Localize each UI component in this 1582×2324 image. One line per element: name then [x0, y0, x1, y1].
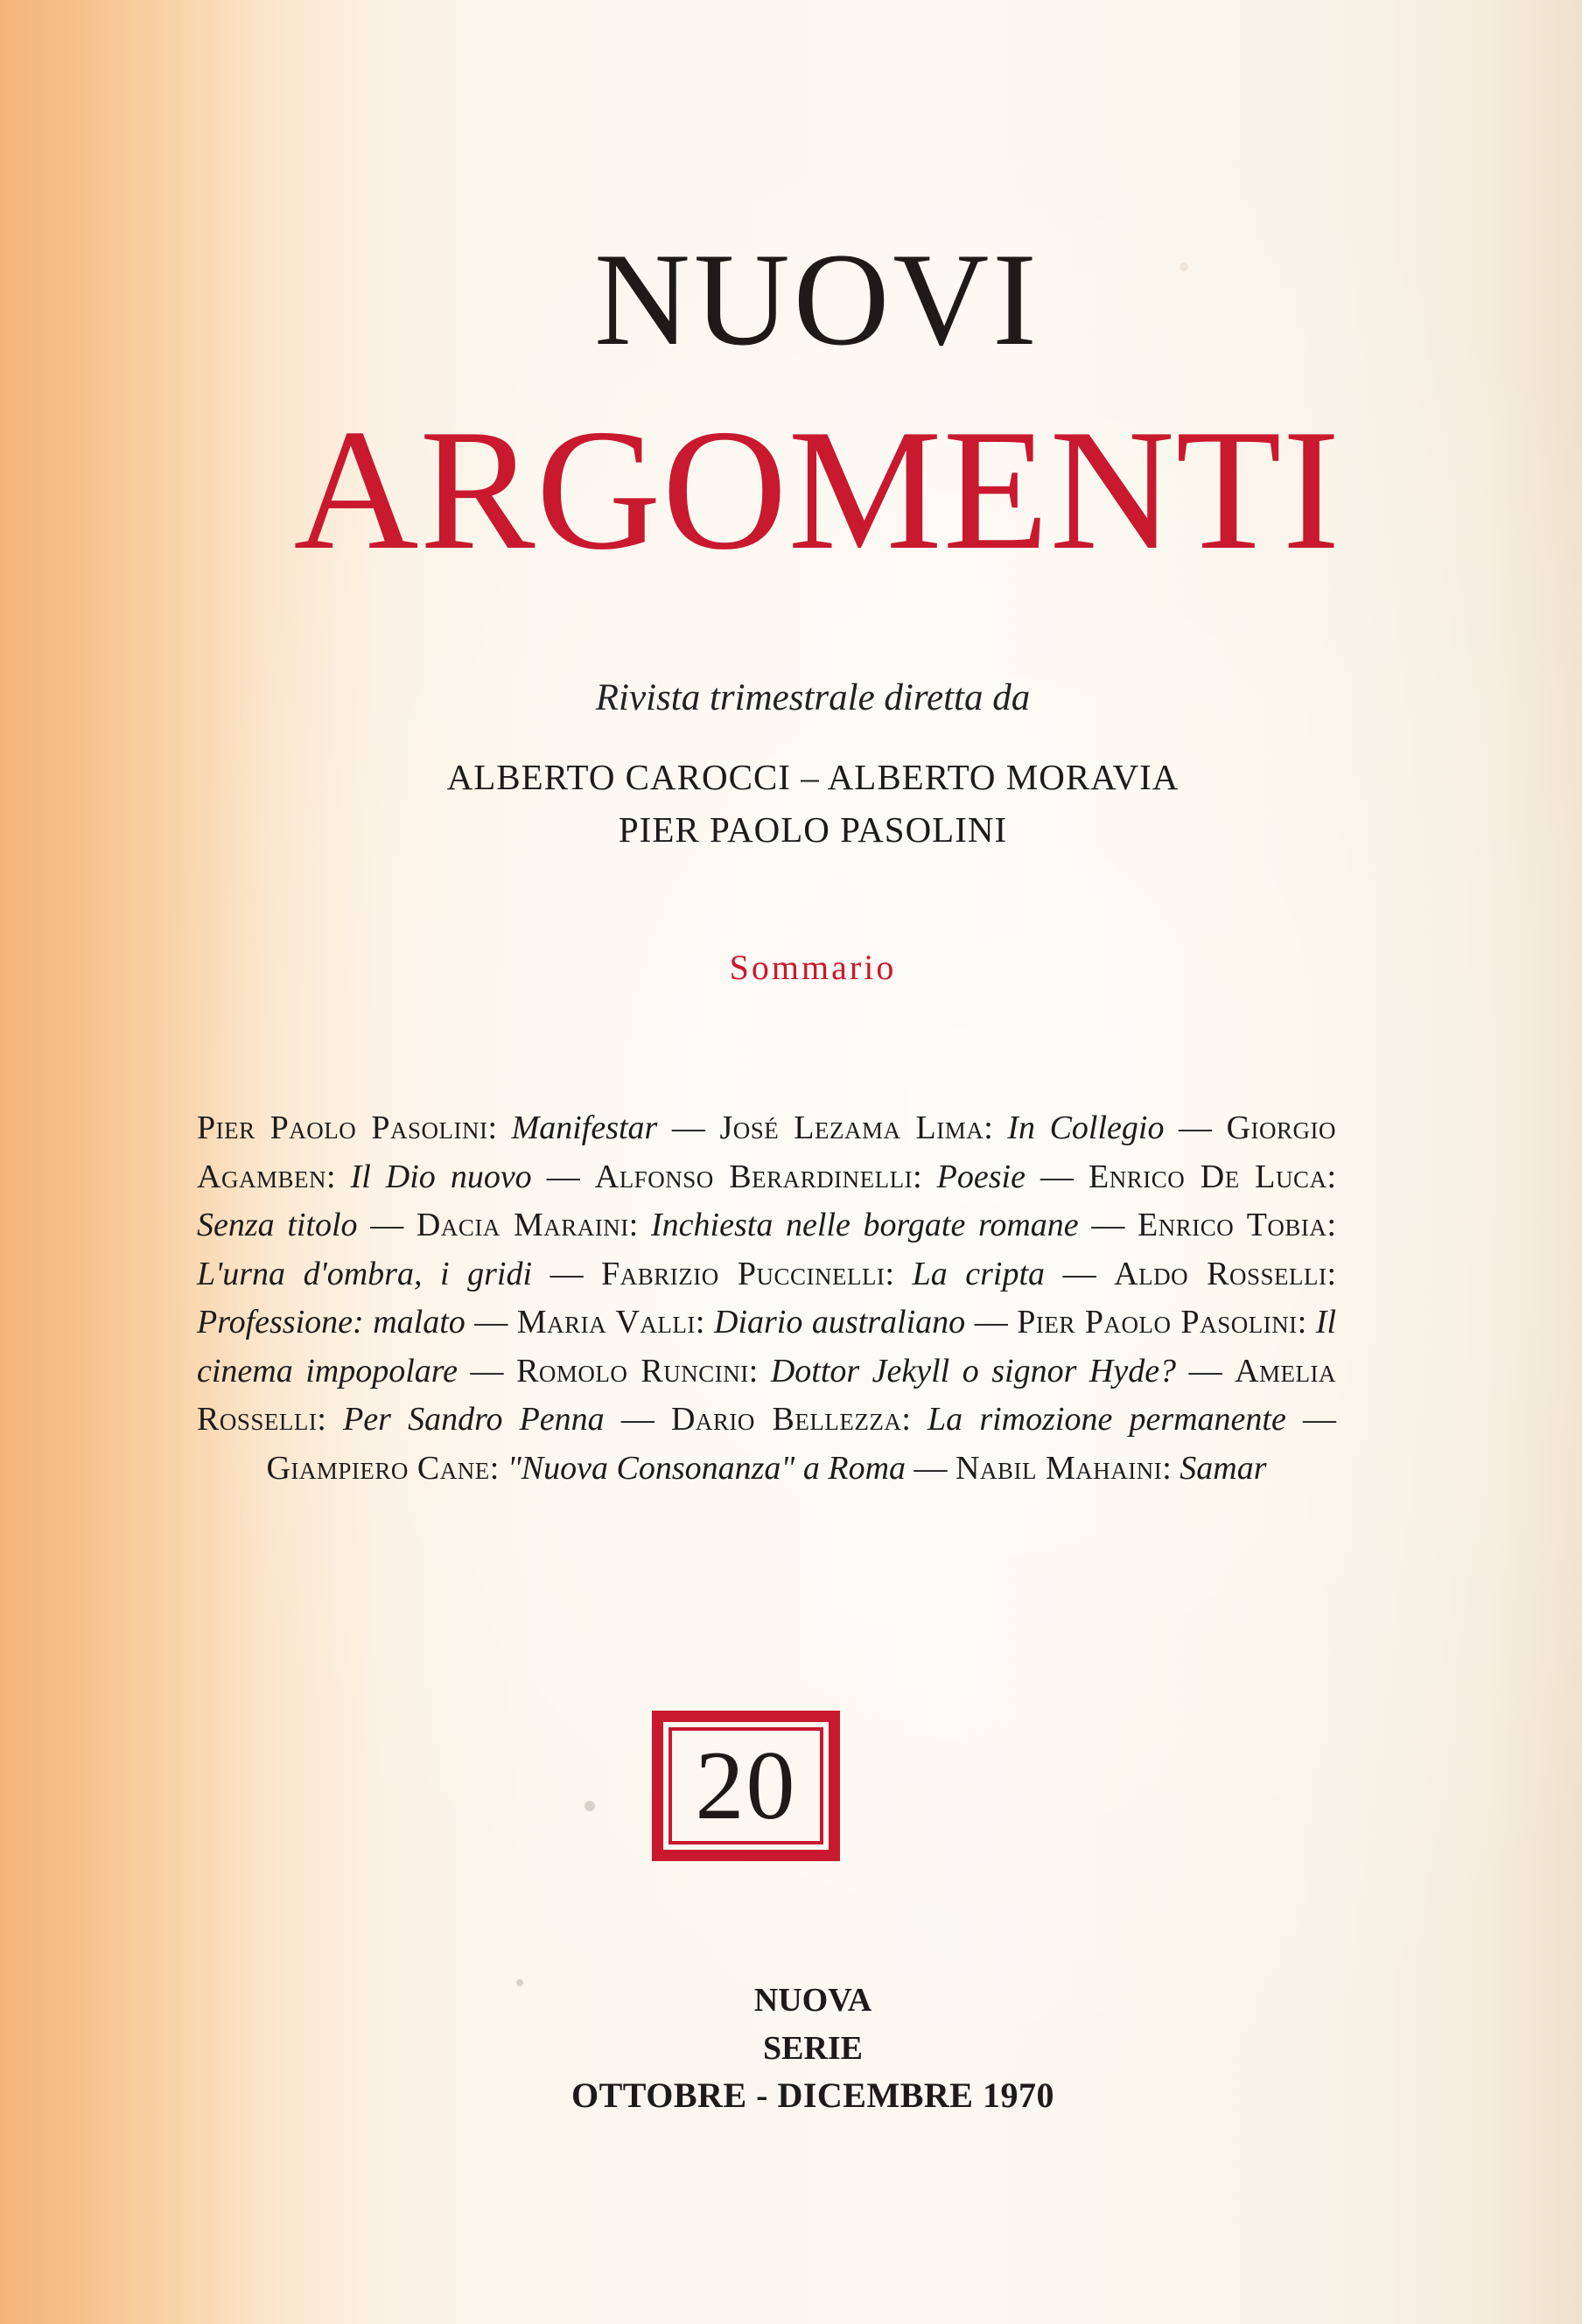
contents-entry: Enrico Tobia: L'urna d'ombra, i gridi — [197, 1207, 1336, 1292]
issue-number-box — [652, 1711, 840, 1861]
contents-entry: Dacia Maraini: Inchiesta nelle borgate romane — [416, 1207, 1079, 1243]
contents-title: In Collegio — [1007, 1110, 1165, 1146]
contents-entry: José Lezama Lima: In Collegio — [719, 1110, 1165, 1146]
contents-title: La cripta — [912, 1255, 1046, 1292]
contents-entry: Pier Paolo Pasolini: Manifestar — [197, 1110, 658, 1146]
contents-author: Dario Bellezza — [670, 1401, 902, 1438]
paper-spot — [584, 1801, 595, 1811]
subtitle: Rivista trimestrale diretta da — [595, 677, 1031, 718]
contents-title: Per Sandro Penna — [343, 1401, 605, 1438]
contents-author: Pier Paolo Pasolini — [197, 1110, 488, 1146]
contents-entry: Giorgio Agamben: Il Dio nuovo — [197, 1110, 1336, 1195]
contents-entry: Maria Valli: Diario australiano — [516, 1304, 966, 1340]
contents-title: Diario australiano — [714, 1304, 966, 1340]
series-line2: SERIE — [762, 2030, 864, 2067]
contents-author: Pier Paolo Pasolini — [1017, 1304, 1298, 1340]
contents-heading: Sommario — [729, 948, 897, 987]
contents-entry: Alfonso Berardinelli: Poesie — [594, 1158, 1026, 1195]
contents-title: Professione: malato — [197, 1304, 466, 1340]
series-line1: NUOVA — [753, 1982, 872, 2019]
contents-title: Dottor Jekyll o signor Hyde? — [770, 1352, 1177, 1390]
contents-author: Giampiero Cane — [266, 1449, 490, 1487]
contents-entry: Giampiero Cane: "Nuova Consonanza" a Roma — [266, 1449, 906, 1487]
contents-author: Aldo Rosselli — [1114, 1255, 1327, 1292]
contents-title: L'urna d'ombra, i gridi — [197, 1255, 533, 1292]
contents-author: Maria Valli — [516, 1304, 696, 1340]
editors-line1: ALBERTO CAROCCI – ALBERTO MORAVIA — [446, 757, 1180, 797]
contents-title: Samar — [1180, 1449, 1267, 1487]
editors-line2: PIER PAOLO PASOLINI — [618, 809, 1008, 850]
contents-author: José Lezama Lima — [719, 1110, 984, 1146]
contents-author: Alfonso Berardinelli — [594, 1158, 914, 1195]
contents-entry: Aldo Rosselli: Professione: malato — [197, 1255, 1337, 1340]
contents-entry: Enrico De Luca: Senza titolo — [197, 1158, 1337, 1243]
contents-entry: Amelia Rosselli: Per Sandro Penna — [197, 1352, 1337, 1438]
contents-entry: Nabil Mahaini: Samar — [956, 1449, 1267, 1487]
contents-title: Il cinema impopolare — [197, 1304, 1337, 1390]
contents-title: Manifestar — [511, 1110, 658, 1146]
contents-title: Inchiesta nelle borgate romane — [651, 1207, 1079, 1243]
masthead-title-line1: NUOVI — [594, 226, 1040, 373]
contents-author: Fabrizio Puccinelli — [601, 1255, 886, 1292]
contents-title: Senza titolo — [197, 1207, 358, 1243]
contents-title: La rimozione permanente — [928, 1401, 1286, 1438]
contents-entry: Fabrizio Puccinelli: La cripta — [601, 1255, 1046, 1292]
contents-title: "Nuova Consonanza" a Roma — [507, 1449, 906, 1487]
contents-author: Enrico De Luca — [1088, 1158, 1327, 1195]
contents-title: Poesie — [936, 1158, 1026, 1195]
contents-author: Romolo Runcini — [516, 1352, 749, 1390]
contents-author: Nabil Mahaini — [956, 1449, 1163, 1487]
contents-author: Dacia Maraini — [416, 1207, 629, 1243]
contents-title: Il Dio nuovo — [350, 1158, 532, 1195]
contents-entry: Romolo Runcini: Dottor Jekyll o signor Hyde? — [516, 1352, 1177, 1390]
contents-author: Enrico Tobia — [1138, 1207, 1327, 1243]
contents-entry: Dario Bellezza: La rimozione permanente — [670, 1401, 1286, 1438]
contents-author: Giorgio Agamben — [197, 1110, 1336, 1195]
issue-number: 20 — [668, 1727, 823, 1844]
contents-entry: Pier Paolo Pasolini: Il cinema impopolare — [197, 1304, 1337, 1390]
issue-date: OTTOBRE - DICEMBRE 1970 — [571, 2076, 1054, 2115]
contents-author: Amelia Rosselli — [197, 1352, 1337, 1438]
masthead-title-line2: ARGOMENTI — [293, 394, 1341, 585]
table-of-contents: Pier Paolo Pasolini: Manifestar — José Lezama Lima: In Collegio — Giorgio Agamben: Il Dio nuovo — Alfonso Berardinelli: Poesie — Enrico De Luca: Senza titolo — Dacia Maraini: Inchiesta nelle borgate romane — Enrico Tobia: L'urna d'ombra, i gridi — Fabrizio Puccinelli: La cripta — Aldo Rosselli: Professione: malato — Maria Valli: Diario australiano — Pier Paolo Pasolini: Il cinema impopolare — Romolo Runcini: Dottor Jekyll o signor Hyde? — Amelia Rosselli: Per Sandro Penna — Dario Bellezza: La rimozione permanente — Giampiero Cane: "Nuova Consonanza" a Roma — Nabil Mahaini: Samar — [197, 1110, 1337, 1487]
